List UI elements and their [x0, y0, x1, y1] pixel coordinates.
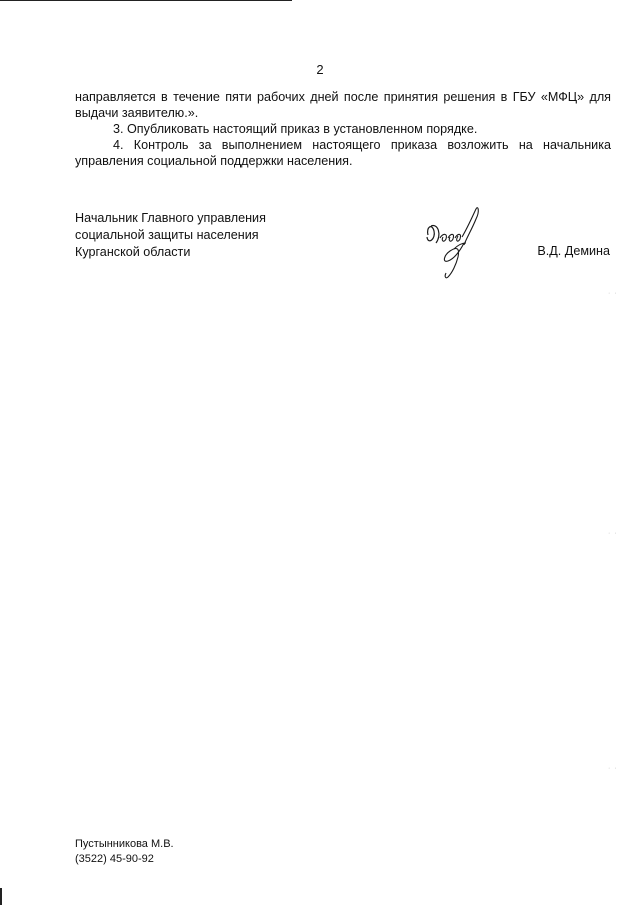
- executor-name: Пустынникова М.В.: [75, 838, 174, 850]
- paragraph-item-3: 3. Опубликовать настоящий приказ в установленном порядке.: [113, 122, 478, 136]
- signer-name: В.Д. Демина: [537, 244, 610, 258]
- signer-title-line: социальной защиты населения: [75, 228, 259, 242]
- scan-artifact: · ·: [608, 290, 618, 297]
- top-edge-rule: [0, 0, 292, 1]
- paragraph-item-4: 4. Контроль за выполнением настоящего приказа возложить на начальника управления социальной поддержки населения.: [75, 138, 611, 168]
- handwritten-signature: [418, 205, 490, 283]
- scan-artifact: · ·: [608, 765, 618, 772]
- executor-phone: (3522) 45-90-92: [75, 853, 154, 865]
- signer-title: [75, 210, 266, 261]
- scan-artifact: · ·: [608, 530, 618, 537]
- document-body: [75, 89, 611, 169]
- signer-title-line: Начальник Главного управления: [75, 211, 266, 225]
- signer-title-line: Курганской области: [75, 245, 191, 259]
- executor-info: [75, 837, 174, 867]
- left-edge-mark: [0, 888, 2, 905]
- page-number: 2: [316, 62, 324, 77]
- paragraph-continuation: направляется в течение пяти рабочих дней после принятия решения в ГБУ «МФЦ» для выдачи заявителю.».: [75, 90, 611, 120]
